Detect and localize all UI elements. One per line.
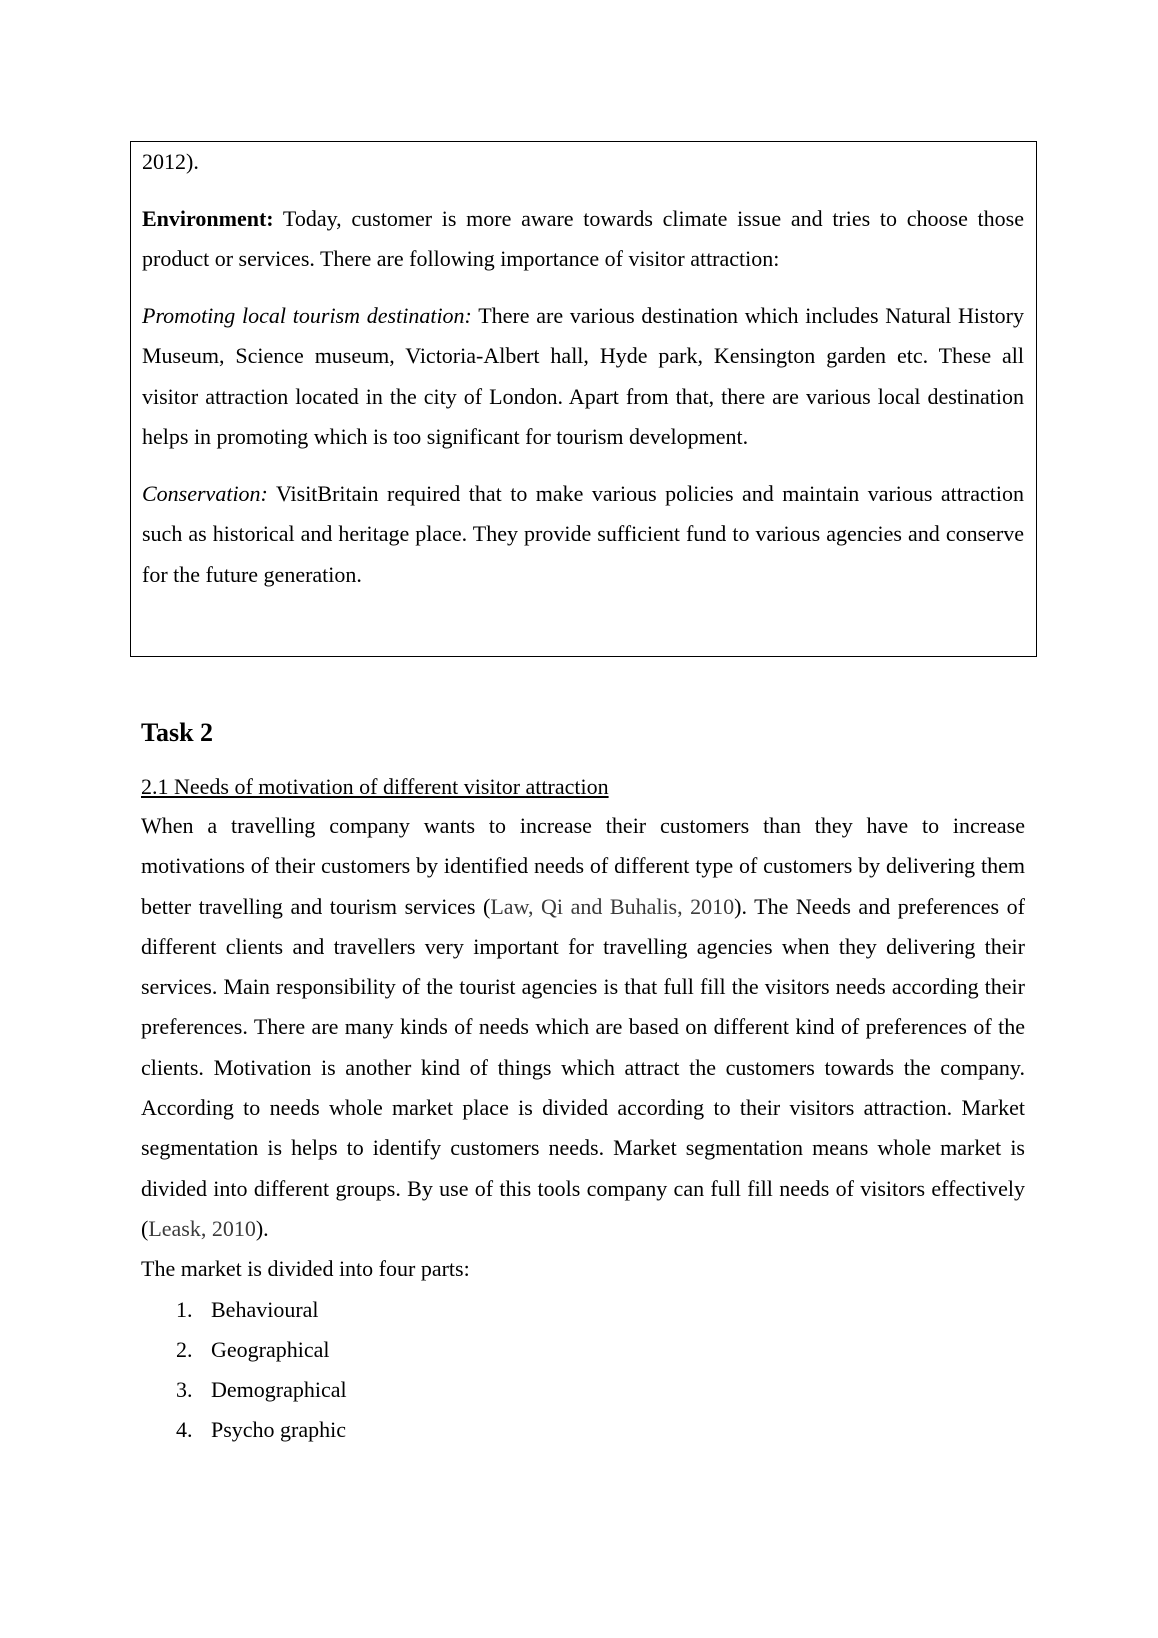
promoting-text: There are various destination which includes Natural History Museum, Science museum, Victoria-Albert hall, Hyde park, Kensington garden etc. These all visitor attraction located in the city of London. Apart from that, there are various local destination helps in promoting which is too significant for tourism development. [142,302,1025,449]
environment-paragraph [142,199,1024,280]
market-parts-list [141,1290,1025,1451]
list-label: Demographical [211,1377,347,1403]
list-number: 1. [176,1296,193,1322]
list-label: Psycho graphic [211,1417,347,1443]
motivation-paragraph [141,806,1025,1249]
list-label: Geographical [211,1336,330,1362]
promoting-paragraph [142,296,1024,458]
list-item [141,1330,1025,1370]
box-content [142,142,1024,595]
para-text-c: ). [255,1215,269,1241]
environment-heading: Environment: [142,205,274,231]
conservation-text: VisitBritain required that to make various policies and maintain various attraction such as historical and heritage place. They provide sufficient fund to various agencies and conserve for the future generation. [142,480,1024,587]
section-subheading: 2.1 Needs of motivation of different visitor attraction [141,774,609,799]
para-text-a: When a travelling company wants to increase their customers than they have to increase motivations of their customers by identified needs of different type of customers by delivering them better travelling and tourism services ( [141,813,1025,919]
list-number: 4. [176,1417,193,1443]
list-label: Behavioural [211,1296,319,1322]
conservation-heading: Conservation: [142,480,268,506]
list-item [141,1370,1025,1410]
task-section [141,768,1025,1451]
continuation-text: 2012). [142,149,199,174]
body-text [141,806,1025,1290]
list-item [141,1410,1025,1450]
task-title: Task 2 [141,718,214,747]
list-intro: The market is divided into four parts: [141,1256,470,1282]
para-text-b: ). The Needs and preferences of different clients and travellers very important for travelling agencies when they delivering their services. Main responsibility of the tourist agencies is that full fill the visitors needs according their preferences. There are many kinds of needs which are based on different kind of preferences of the clients. Motivation is another kind of things which attract the customers towards the company. According to needs whole market place is divided according to their visitors attraction. Market segmentation is helps to identify customers needs. Market segmentation means whole market is divided into different groups. By use of this tools company can full fill needs of visitors effectively ( [141,893,1025,1241]
conservation-paragraph [142,474,1024,596]
citation-law: Law, Qi and Buhalis, 2010 [490,893,735,919]
bordered-text-box [130,141,1037,657]
list-number: 2. [176,1336,193,1362]
list-number: 3. [176,1377,193,1403]
list-item [141,1290,1025,1330]
citation-leask: Leask, 2010 [148,1215,256,1241]
environment-text: Today, customer is more aware towards climate issue and tries to choose those product or services. There are following importance of visitor attraction: [142,205,1024,271]
promoting-heading: Promoting local tourism destination: [142,302,472,328]
